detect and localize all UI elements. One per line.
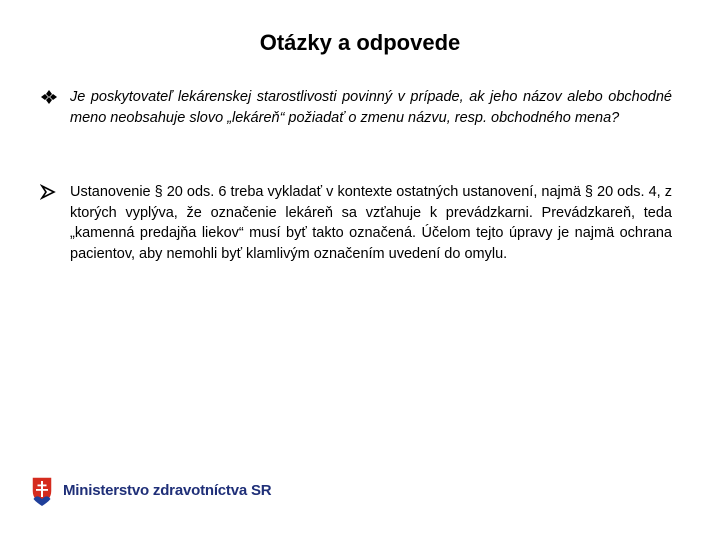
diamond-bullet-icon: [40, 89, 58, 105]
answer-text: Ustanovenie § 20 ods. 6 treba vykladať v kontexte ostatných ustanovení, najmä § 20 ods. 4, z ktorých vyplýva, že označenie lekáreň sa vzťahuje k prevádzkarni. Prevádzkareň, teda „kamenná predajňa liekov“ musí byť takto označená. Účelom tejto úpravy je najmä ochrana pacientov, aby nemohli byť klamlivým označením uvedení do omylu.: [70, 184, 672, 263]
arrow-bullet-icon: [40, 184, 58, 200]
question-bullet: [40, 87, 672, 128]
ministry-logo: [30, 475, 272, 509]
ministry-name: Ministerstvo zdravotníctva SR: [63, 482, 272, 499]
slovak-coat-of-arms-icon: [30, 475, 54, 507]
answer-bullet: [40, 182, 672, 265]
slide-title: Otázky a odpovede: [259, 30, 461, 55]
question-text: Je poskytovateľ lekárenskej starostlivosti povinný v prípade, ak jeho názov alebo obchodné meno neobsahuje slovo „lekáreň“ požiadať o zmenu názvu, resp. obchodného mena?: [70, 89, 672, 126]
